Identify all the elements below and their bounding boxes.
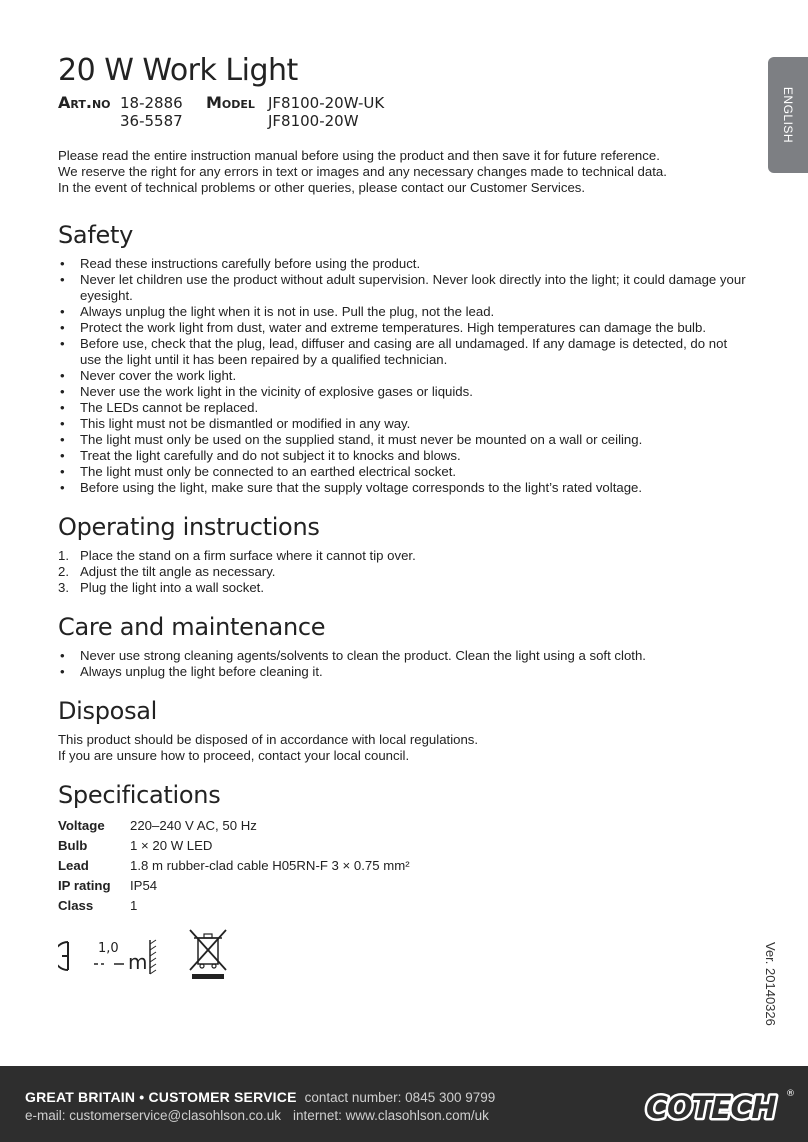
disposal-line: If you are unsure how to proceed, contact your local council. — [58, 748, 410, 763]
spec-value: 1 × 20 W LED — [130, 838, 213, 853]
footer-email: e-mail: customerservice@clasohlson.co.uk — [25, 1108, 282, 1123]
spec-key: Lead — [58, 858, 89, 873]
model-label: Model — [206, 93, 255, 112]
list-item: • Before use, check that the plug, lead, diffuser and casing are all undamaged. If any damage is detected, do not use the light until it has been repaired by a qualified technician. — [58, 336, 748, 368]
safety-section — [58, 220, 748, 496]
list-item: • Before using the light, make sure that the supply voltage corresponds to the light’s rated voltage. — [58, 480, 748, 496]
symbol-row — [58, 928, 748, 980]
specifications-heading: Specifications — [58, 781, 221, 809]
spec-value: 1 — [130, 898, 138, 913]
step-text: Plug the light into a wall socket. — [80, 580, 264, 595]
list-item: • Treat the light carefully and do not subject it to knocks and blows. — [58, 448, 748, 464]
model-block — [58, 94, 748, 130]
distance-unit: m — [128, 950, 148, 974]
care-section — [58, 612, 748, 680]
list-item: • Never use the work light in the vicinity of explosive gases or liquids. — [58, 384, 748, 400]
intro-line: Please read the entire instruction manual before using the product and then save it for future reference. — [58, 148, 660, 163]
step-number: 2. — [58, 564, 69, 579]
safety-heading: Safety — [58, 221, 133, 249]
intro-line: We reserve the right for any errors in text or images and any necessary changes made to technical data. — [58, 164, 667, 179]
operating-list — [58, 548, 748, 596]
table-row — [58, 896, 410, 916]
operating-heading: Operating instructions — [58, 513, 320, 541]
table-row — [58, 876, 410, 896]
spec-key: Class — [58, 898, 94, 913]
logo-text: COTECH — [646, 1091, 776, 1126]
disposal-line: This product should be disposed of in accordance with local regulations. — [58, 732, 479, 747]
list-item: • Never let children use the product without adult supervision. Never look directly into the light; it could damage your eyesight. — [58, 272, 748, 304]
art-numbers — [120, 94, 206, 130]
cotech-logo — [640, 1084, 796, 1128]
footer — [0, 1066, 808, 1142]
spec-key: Voltage — [58, 818, 105, 833]
list-item: • The light must only be used on the supplied stand, it must never be mounted on a wall or ceiling. — [58, 432, 748, 448]
step-number: 3. — [58, 580, 69, 595]
spec-value: 1.8 m rubber-clad cable H05RN-F 3 × 0.75 mm² — [130, 858, 410, 873]
spec-value: IP54 — [130, 878, 158, 893]
footer-region: GREAT BRITAIN • CUSTOMER SERVICE — [25, 1089, 297, 1105]
list-item: • The light must only be connected to an earthed electrical socket. — [58, 464, 748, 480]
logo-registered-mark: ® — [786, 1089, 795, 1099]
table-row — [58, 816, 410, 836]
spec-value: 220–240 V AC, 50 Hz — [130, 818, 257, 833]
language-tab — [768, 57, 808, 173]
list-item: • Never use strong cleaning agents/solvents to clean the product. Clean the light using a soft cloth. — [58, 648, 748, 664]
operating-section — [58, 512, 748, 596]
footer-internet: internet: www.clasohlson.com/uk — [293, 1108, 489, 1123]
footer-line-2 — [25, 1108, 489, 1123]
list-item — [58, 548, 748, 564]
step-text: Place the stand on a firm surface where it cannot tip over. — [80, 548, 416, 563]
specifications-table — [58, 816, 410, 916]
care-heading: Care and maintenance — [58, 613, 326, 641]
art-no-label: Art.no — [58, 93, 111, 112]
manual-page — [58, 50, 748, 980]
disposal-section — [58, 696, 748, 764]
model-number: JF8100-20W — [268, 112, 359, 130]
step-text: Adjust the tilt angle as necessary. — [80, 564, 276, 579]
table-row — [58, 856, 410, 876]
language-label: ENGLISH — [781, 86, 795, 144]
weee-bin-icon — [188, 928, 228, 980]
spec-key: IP rating — [58, 878, 111, 893]
model-numbers — [268, 94, 384, 130]
page-title: 20 W Work Light — [58, 53, 298, 88]
version-label: Ver. 20140326 — [763, 942, 778, 1026]
footer-line-1 — [25, 1089, 495, 1105]
list-item — [58, 580, 748, 596]
list-item — [58, 564, 748, 580]
intro-text — [58, 148, 748, 196]
art-number: 36-5587 — [120, 112, 183, 130]
distance-value: 1,0 — [98, 941, 119, 956]
list-item: • Never cover the work light. — [58, 368, 748, 384]
list-item: • Read these instructions carefully before using the product. — [58, 256, 748, 272]
list-item: • Protect the work light from dust, water and extreme temperatures. High temperatures can damage the bulb. — [58, 320, 748, 336]
disposal-heading: Disposal — [58, 697, 158, 725]
step-number: 1. — [58, 548, 69, 563]
disposal-text — [58, 732, 748, 764]
list-item: • Always unplug the light before cleaning it. — [58, 664, 748, 680]
list-item: • The LEDs cannot be replaced. — [58, 400, 748, 416]
spec-key: Bulb — [58, 838, 88, 853]
art-number: 18-2886 — [120, 94, 183, 112]
model-number: JF8100-20W-UK — [268, 94, 385, 112]
safety-list — [58, 256, 748, 496]
list-item: • This light must not be dismantled or modified in any way. — [58, 416, 748, 432]
list-item: • Always unplug the light when it is not in use. Pull the plug, not the lead. — [58, 304, 748, 320]
min-distance-icon — [58, 932, 162, 976]
footer-contact: contact number: 0845 300 9799 — [304, 1090, 496, 1105]
intro-line: In the event of technical problems or other queries, please contact our Customer Services. — [58, 180, 586, 195]
table-row — [58, 836, 410, 856]
care-list — [58, 648, 748, 680]
specifications-section — [58, 780, 748, 980]
